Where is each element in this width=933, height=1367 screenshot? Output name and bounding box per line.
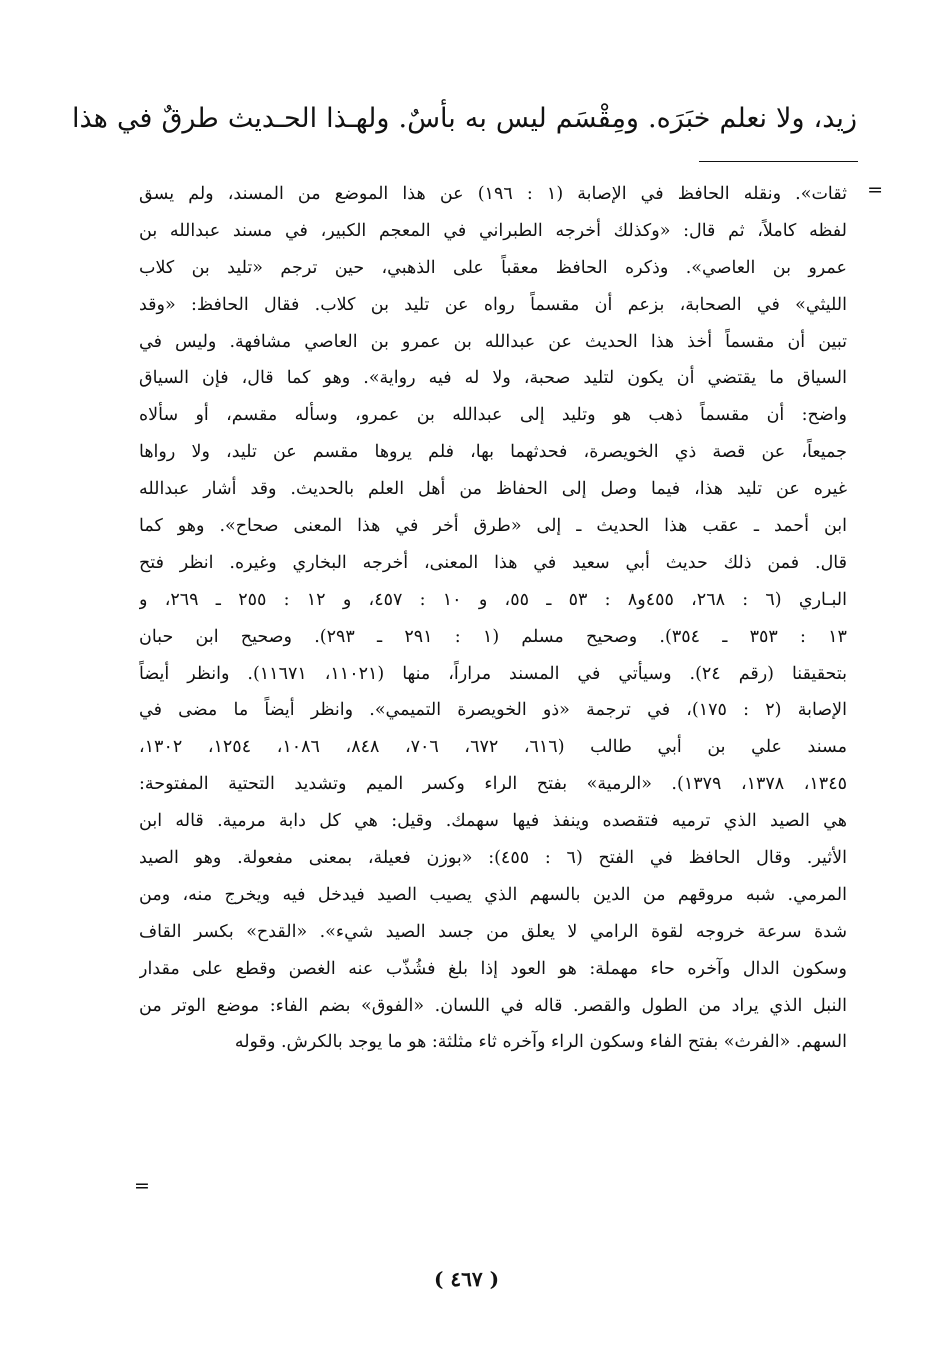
footnote-line: السياق ما يقتضي أن يكون لتليد صحبة، ولا له فيه رواية». وهو كما قال، فإن السياق bbox=[139, 368, 847, 389]
footnote-line: الليثي» في الصحابة، بزعم أن مقسماً رواه عن تليد بن كلاب. فقال الحافظ: «وقد bbox=[139, 294, 847, 315]
footnote-line: مسند علي بن أبي طالب (٦١٦، ٦٧٢، ٧٠٦، ٨٤٨، ١٠٨٦، ١٢٥٤، ١٣٠٢، bbox=[139, 737, 847, 758]
footnote-line: ١٣ : ٣٥٣ ـ ٣٥٤). وصحيح مسلم (١ : ٢٩١ ـ ٢٩٣). وصحيح ابن حبان bbox=[139, 626, 847, 647]
footnote-line: هي الصيد الذي ترميه فتقصده وينفذ فيها سهمك. وقيل: هي كل دابة مرمية. قاله ابن bbox=[139, 811, 847, 832]
main-text-line: زيد، ولا نعلم خبَرَه. ومِقْسَم ليس به بأسٌ. ولهـذا الحـديث طرقٌ في هذا bbox=[72, 103, 857, 134]
footnote-line: الأثير. وقال الحافظ في الفتح (٦ : ٤٥٥): «بوزن فعيلة، بمعنى مفعولة. وهو الصيد bbox=[139, 848, 847, 869]
footnote-line: الإصابة (٢ : ١٧٥)، في ترجمة «ذو الخويصرة التميمي». وانظر أيضاً ما مضى في bbox=[139, 700, 847, 721]
footnote-line: النبل الذي يراد من الطول والقصر. قاله في اللسان. «الفوق» بضم الفاء: موضع الوتر من bbox=[139, 995, 847, 1016]
footnote-line: لفظه كاملاً، ثم قال: «وكذلك أخرجه الطبراني في المعجم الكبير، في مسند عبدالله بن bbox=[139, 220, 847, 241]
footnote-line: قال. فمن ذلك حديث أبي سعيد في هذا المعنى، أخرجه البخاري وغيره. انظر فتح bbox=[139, 552, 847, 573]
footnote-continuation-mark-start: = bbox=[867, 179, 883, 201]
footnote-line: بتحقيقنا (رقم ٢٤). وسيأتي في المسند مراراً، منها (١١٠٢١، ١١٦٧١). وانظر أيضاً bbox=[139, 663, 847, 684]
footnote-line: البـاري (٦ : ٢٦٨، ٤٥٥و٨ : ٥٣ ـ ٥٥، و ١٠ : ٤٥٧، و ١٢ : ٢٥٥ ـ ٢٦٩، و bbox=[139, 589, 847, 610]
footnote-line: واضح: أن مقسماً ذهب هو وتليد إلى عبدالله بن عمرو، وسأله مقسم، أو سألاه bbox=[139, 405, 847, 426]
footnote-continuation-mark-end: = bbox=[134, 1175, 150, 1197]
footnote-line: وسكون الدال وآخره حاء مهملة: هو العود إذا بلغ فشُذّب عنه الغصن وقطع على مقدار bbox=[139, 958, 847, 979]
footnote-line: ابن أحمد ـ عقب هذا الحديث ـ إلى «طرق أخر في هذا المعنى صحاح». وهو كما bbox=[139, 516, 847, 537]
footnote-line: المرمي. شبه مروقهم من الدين بالسهم الذي يصيب الصيد فيدخل فيه ويخرج منه، ومن bbox=[139, 884, 847, 905]
footnote-line: جميعاً، عن قصة ذي الخويصرة، فحدثهما بها، فلم يروها مقسم عن تليد، ولا رواها bbox=[139, 442, 847, 463]
footnote-line: السهم. «الفرث» بفتح الفاء وسكون الراء وآخره ثاء مثلثة: هو ما يوجد بالكرش. وقوله bbox=[234, 1032, 847, 1053]
page-number: ( ٤٦٧ ) bbox=[433, 1267, 500, 1291]
footnote-line: ١٣٤٥، ١٣٧٨، ١٣٧٩). «الرمية» بفتح الراء وكسر الميم وتشديد التحتية المفتوحة: bbox=[139, 774, 847, 795]
footnote-line: غيره عن تليد هذا، فيما وصل إلى الحفاظ من أهل العلم بالحديث. وقد أشار عبدالله bbox=[139, 479, 847, 500]
footnote-line: ثقات». ونقله الحافظ في الإصابة (١ : ١٩٦) عن هذا الموضع من المسند، ولم يسق bbox=[139, 184, 847, 204]
footnote-line: عمرو بن العاصي». وذكره الحافظ معقباً على الذهبي، حين ترجم «تليد بن كلاب bbox=[139, 257, 847, 278]
footnote-line: شدة سرعة خروجه لقوة الرامي لا يعلق من جسد الصيد شيء». «القدح» بكسر القاف bbox=[139, 921, 847, 942]
footnote-block bbox=[139, 176, 847, 1061]
footnote-separator bbox=[699, 161, 858, 162]
footnote-line: تبين أن مقسماً أخذ هذا الحديث عن عبدالله بن عمرو بن العاصي مشافهة. وليس في bbox=[139, 331, 847, 352]
